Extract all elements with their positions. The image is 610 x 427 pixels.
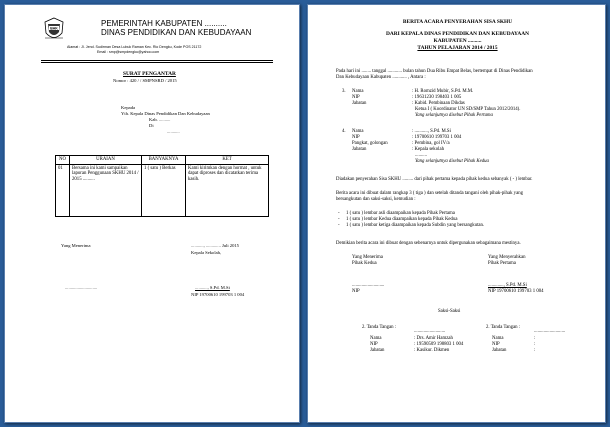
- receiver-signature-dots: ...........................: [352, 283, 385, 288]
- list-item: 1 ( satu ) lembar ketiga diaampaikan kepada Subdin yang bersangkutan.: [346, 223, 485, 228]
- made-line-2: bersangkutan dan saksi-saksi, kemudian :: [336, 197, 416, 202]
- witness1-sign-label: 2. Tanda Tangan :: [362, 325, 397, 330]
- table-row: [56, 164, 269, 216]
- giver-party: Pihak Pertama: [488, 261, 516, 266]
- witness1-jabatan-label: Jabatan: [370, 348, 385, 353]
- receiver-label: Yang Menerima: [352, 255, 383, 260]
- items-table-header: [56, 156, 269, 165]
- signatory-nip: NIP 19700610 199703 1 004: [191, 292, 245, 297]
- letter-date: ..........., ............. Juli 2015: [191, 243, 239, 248]
- party1-name-label: Nama: [352, 89, 364, 94]
- addressee-di-dots: ...........: [167, 129, 180, 134]
- witness1-nip: : 19590509 198803 1 004: [414, 342, 464, 347]
- regency-logo-icon: [43, 17, 65, 43]
- witness2-nip-label: NIP: [492, 342, 500, 347]
- col-uraian: URAIAN: [70, 156, 142, 165]
- party2-nip-label: NIP: [352, 135, 360, 140]
- party2-jabatan-label: Jabatan: [352, 147, 367, 152]
- list-item: 1 ( satu ) lembar asli diaampaikan kepada Pihak Pertama: [346, 211, 455, 216]
- items-table: [55, 155, 269, 217]
- party2-nip: : 19700610 199703 1 004: [412, 135, 462, 140]
- witness1-jabatan: : Kasikur. Dikmen: [414, 348, 450, 353]
- cell-banyaknya: 1 ( satu ) Berkas: [142, 164, 186, 216]
- col-no: NO: [56, 156, 70, 165]
- party1-nip: : 19631230 198403 1 005: [412, 95, 462, 100]
- party2-pangkat-label: Pangkat, golongan: [352, 141, 388, 146]
- cell-no: 01: [56, 164, 70, 216]
- letterhead-address: [67, 45, 201, 54]
- receiver-signature-dots: ............................: [65, 285, 98, 290]
- list-bullet: -: [338, 211, 340, 216]
- intro-line-2: Dan Kebudayaan Kabupaten ............ , Antara :: [336, 75, 426, 80]
- witness2-jabatan: :: [534, 348, 536, 353]
- witness2-name: :: [534, 336, 536, 341]
- party1-jabatan: : Kabid. Pembinaan Dikdas: [412, 101, 465, 106]
- receiver-nip: NIP: [352, 289, 360, 294]
- list-item: 1 ( satu ) lembar Kedua diaampaikan kepada Pihak Kedua: [346, 217, 458, 222]
- party2-jabatan-2: ..........: [415, 153, 427, 158]
- addressee-yth: Yth. Kepala Dinas Pendidikan Dan Kebudayaan: [121, 111, 210, 116]
- svg-text:BAK: BAK: [50, 26, 58, 31]
- witness2-nip: :: [534, 342, 536, 347]
- addressee-kab: Kab. ..........: [149, 117, 171, 122]
- letterhead-line2: DINAS PENDIDIKAN DAN KEBUDAYAAN: [101, 28, 252, 37]
- letterhead: [101, 19, 251, 37]
- witness-title: Saksi-Saksi: [438, 309, 461, 314]
- witness2-sign-dots: ..........................: [534, 329, 566, 334]
- party1-nip-label: NIP: [352, 95, 360, 100]
- col-banyaknya: BANYAKNYA: [142, 156, 186, 165]
- letter-number: Nomor : 420 / / SMPNSRD / 2015: [113, 78, 177, 83]
- minutes-title-1: BERITA ACARA PENYERAHAN SISA SKHU: [402, 19, 513, 25]
- party2-role: Yang selanjutnya disebut Pihak Kedua: [415, 159, 489, 164]
- witness2-jabatan-label: Jabatan: [492, 348, 507, 353]
- giver-label: Yang Menyerahkan: [488, 255, 526, 260]
- party1-role: Yang selanjutnya disebut Pihak Pertama: [415, 113, 493, 118]
- letter-title: SURAT PENGANTAR: [123, 71, 176, 77]
- party1-jabatan-label: Jabatan: [352, 101, 367, 106]
- receiver-party: Pihak Kedua: [352, 261, 377, 266]
- document-page-berita-acara: [307, 4, 606, 423]
- party2-name-label: Nama: [352, 129, 364, 134]
- document-page-surat-pengantar: [4, 4, 300, 423]
- closing-statement: Demikian berita acara ini dibuat dengan sebenarnya untuk dipergunakan sebagaimana mestinya.: [336, 241, 521, 246]
- cell-ket: Kami kirimkan dengan hormat , untuk dapat diproses dan dicatatkan terima kasih.: [186, 164, 269, 216]
- list-bullet: -: [338, 223, 340, 228]
- witness1-name-label: Nama: [370, 336, 382, 341]
- party2-jabatan: : Kepala sekolah: [412, 147, 444, 152]
- party2-number: 4.: [342, 129, 346, 134]
- party2-name: : ..........., S.Pd. M.Si: [412, 129, 451, 134]
- party1-number: 3.: [342, 89, 346, 94]
- addressee-di: Di: [149, 123, 154, 128]
- minutes-title-2: DARI KEPALA DINAS PENDIDIKAN DAN KEBUDAYAAN: [385, 31, 530, 37]
- letterhead-rule-thin: [41, 62, 273, 63]
- minutes-title-4: TAHUN PELAJARAN 2014 / 2015: [417, 45, 498, 51]
- col-ket: KET: [186, 156, 269, 165]
- party1-jabatan-2: Ketua I ( Koordinator UN SD/SMP Tahun 2012/2014).: [415, 107, 521, 112]
- witness1-name: : Drs. Amir Hamzah: [414, 336, 453, 341]
- letterhead-rule: [41, 60, 273, 61]
- address-line: Alamat : Jl. Jend. Sudirman Desa Lubuk Raman Kec. Rio Dengku, Kode POS 21172: [67, 45, 202, 49]
- cell-uraian: Bersama ini kami sampaikan laporan Penggunaan SKHU 2014 / 2015 ..........: [70, 164, 142, 216]
- party1-name: : H. Romzid Mubir, S.Pd. M.M.: [412, 89, 474, 94]
- giver-name: ............., S.Pd. M.Si: [488, 283, 527, 288]
- email-line: Email : smp@smpdengku@yahoo.com: [97, 49, 160, 54]
- receiver-label: Yang Menerima: [61, 243, 91, 248]
- head-school-label: Kepala Sekolah,: [191, 250, 222, 255]
- witness1-nip-label: NIP: [370, 342, 378, 347]
- witness2-name-label: Nama: [492, 336, 504, 341]
- giver-nip: NIP 19700610 199703 1 004: [488, 289, 544, 294]
- handover-statement: Diadakan penyerahan Sisa SKHU ......... dari pihak pertama kepada pihak kedua sebanyak ( - ) lembar.: [336, 177, 533, 182]
- witness2-sign-label: 2. Tanda Tangan :: [486, 325, 521, 330]
- minutes-title-3: KABUPATEN ..........: [433, 38, 482, 44]
- list-bullet: -: [338, 217, 340, 222]
- made-line-1: Berita acara ini dibuat dalam rangkap 3 ( tiga ) dan setelah ditanda tangani oleh pihak-pihak yang: [336, 191, 524, 196]
- witness1-sign-dots: ..........................: [414, 329, 446, 334]
- letterhead-line1: PEMERINTAH KABUPATEN ..........: [101, 19, 227, 28]
- signatory-name: ..........., S.Pd. M.Si: [195, 285, 230, 290]
- intro-line-1: Pada hari ini ........ tanggal ............ bulan tahun Dua Ribu Empat Belas, bertempat di Dinas Pendidikan: [336, 69, 533, 74]
- party2-pangkat: : Pembina, gol IV/a: [412, 141, 450, 146]
- addressee-kepada: Kepada: [121, 105, 136, 110]
